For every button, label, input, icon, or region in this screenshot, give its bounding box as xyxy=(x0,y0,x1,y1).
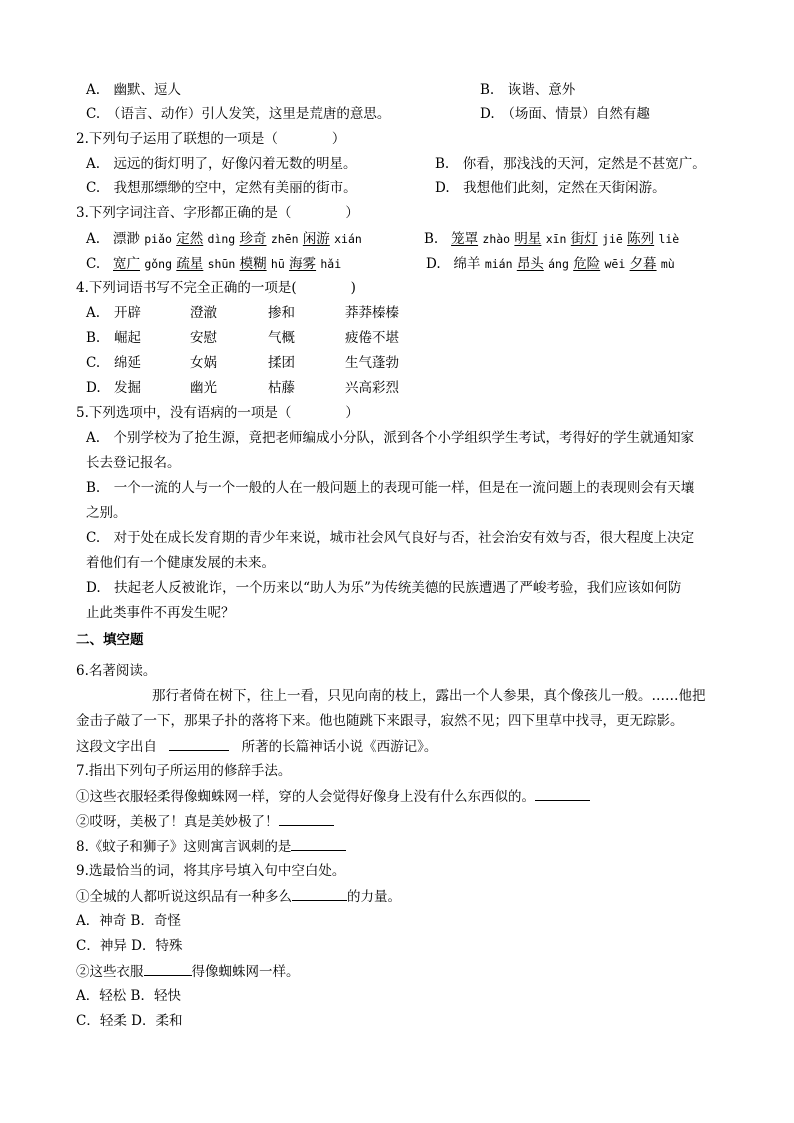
q9-sentence-1 xyxy=(76,886,401,906)
q6-author-blank[interactable] xyxy=(169,736,229,751)
q7-sentence-2-blank[interactable] xyxy=(279,811,334,826)
q9-s2-options-cd: C．轻柔 D．柔和 xyxy=(76,1013,183,1029)
q3-b-word-2: 明星 xyxy=(514,231,542,247)
q4-row-c-word-2: 女娲 xyxy=(190,355,217,371)
q3-a-label: A. xyxy=(86,231,101,247)
q3-option-b xyxy=(424,229,679,249)
q2-stem: 2.下列句子运用了联想的一项是（ ） xyxy=(76,131,346,147)
q8-line xyxy=(76,836,346,856)
q9-stem: 9.选最恰当的词，将其序号填入句中空白处。 xyxy=(76,863,346,879)
q1-option-d: D. （场面、情景）自然有趣 xyxy=(480,106,650,122)
q4-row-a-word-3: 掺和 xyxy=(268,305,295,321)
q2-option-b: B. 你看，那浅浅的天河，定然是不甚宽广。 xyxy=(435,156,706,172)
q4-row-c-label: C. xyxy=(86,355,101,371)
q4-row-b-word-4: 疲倦不堪 xyxy=(345,330,399,346)
q3-c-word-1: 宽广 xyxy=(113,256,141,272)
q3-d-label: D. xyxy=(426,256,441,272)
q3-d-pinyin-1: mián xyxy=(484,257,513,271)
q3-option-c xyxy=(86,254,341,274)
q6-passage-line-1: 那行者倚在树下，往上一看，只见向南的枝上，露出一个人参果，真个像孩儿一般。……他把 xyxy=(152,688,706,704)
q5-option-a-line-2: 长去登记报名。 xyxy=(86,455,181,471)
q7-sentence-2 xyxy=(76,811,334,831)
q9-s2-options-ab: A．轻松 B．轻快 xyxy=(76,988,181,1004)
q9-s1-options-ab: A．神奇 B．奇怪 xyxy=(76,913,181,929)
q5-option-c-line-1: C. 对于处在成长发育期的青少年来说，城市社会风气良好与否，社会治安有效与否，很大程度上决定 xyxy=(86,530,695,546)
q5-option-b-line-1: B. 一个一流的人与一个一般的人在一般问题上的表现可能一样，但是在一流问题上的表现则会有天壤 xyxy=(86,480,695,496)
q3-b-pinyin-2: xīn xyxy=(545,232,567,246)
q9-sentence-1-blank[interactable] xyxy=(292,886,347,901)
q3-b-label: B. xyxy=(424,231,439,247)
q2-option-d: D. 我想他们此刻，定然在天街闲游。 xyxy=(435,180,666,196)
q4-row-b-word-2: 安慰 xyxy=(190,330,217,346)
q3-d-word-3: 危险 xyxy=(573,256,601,272)
q7-sentence-1-blank[interactable] xyxy=(535,786,590,801)
q3-c-pinyin-4: hǎi xyxy=(320,257,342,271)
q1-option-b: B. 诙谐、意外 xyxy=(480,82,576,98)
q8-blank[interactable] xyxy=(291,836,346,851)
q9-sentence-1-prefix: ①全城的人都听说这织品有一种多么 xyxy=(76,889,292,905)
q3-a-pinyin-1: piǎo xyxy=(144,232,172,246)
q4-row-d-word-3: 枯藤 xyxy=(268,380,295,396)
q9-sentence-2-blank[interactable] xyxy=(144,961,192,976)
q3-a-pinyin-3: zhēn xyxy=(270,232,299,246)
q3-b-pinyin-3: jiē xyxy=(602,232,623,246)
q6-stem: 6.名著阅读。 xyxy=(76,663,157,679)
q3-c-label: C. xyxy=(86,256,101,272)
q3-b-pinyin-1: zhào xyxy=(482,232,511,246)
q3-a-pinyin-2: dìng xyxy=(207,232,236,246)
q3-option-a xyxy=(86,229,362,249)
q1-option-a: A. 幽默、逗人 xyxy=(86,82,182,98)
q3-a-word-3: 珍奇 xyxy=(239,231,267,247)
q4-stem: 4.下列词语书写不完全正确的一项是( ) xyxy=(76,280,356,296)
q3-a-pinyin-4: xián xyxy=(334,232,362,246)
q3-c-pinyin-3: hū xyxy=(270,257,285,271)
q6-answer-suffix: 所著的长篇神话小说《西游记》。 xyxy=(241,739,438,755)
q9-sentence-2 xyxy=(76,961,300,981)
q6-answer-prefix: 这段文字出自 xyxy=(76,739,157,755)
q5-stem: 5.下列选项中，没有语病的一项是（ ） xyxy=(76,405,359,421)
q4-row-a-word-1: 开辟 xyxy=(114,305,141,321)
q3-d-word-2: 昂头 xyxy=(516,256,544,272)
q7-sentence-1-text: ①这些衣服轻柔得像蜘蛛网一样，穿的人会觉得好像身上没有什么东西似的。 xyxy=(76,789,535,805)
q5-option-c-line-2: 着他们有一个健康发展的未来。 xyxy=(86,555,275,571)
q9-sentence-1-suffix: 的力量。 xyxy=(347,889,401,905)
q6-answer-line xyxy=(76,736,437,756)
q3-d-pinyin-3: wēi xyxy=(604,257,626,271)
q3-b-word-4: 陈列 xyxy=(627,231,655,247)
q3-d-word-4: 夕暮 xyxy=(629,256,657,272)
q3-a-word-4: 闲游 xyxy=(302,231,330,247)
q3-a-word-2: 定然 xyxy=(176,231,204,247)
q7-sentence-2-text: ②哎呀，美极了！真是美妙极了！ xyxy=(76,814,279,830)
q4-row-c-word-1: 绵延 xyxy=(114,355,141,371)
q4-row-a-word-4: 莽莽榛榛 xyxy=(345,305,399,321)
q4-row-b-word-1: 崛起 xyxy=(114,330,141,346)
q3-stem: 3.下列字词注音、字形都正确的是（ ） xyxy=(76,205,359,221)
q4-row-d-word-2: 幽光 xyxy=(190,380,217,396)
q3-b-word-3: 街灯 xyxy=(570,231,598,247)
q4-row-d-label: D. xyxy=(86,380,101,396)
q9-sentence-2-suffix: 得像蜘蛛网一样。 xyxy=(191,964,300,980)
q8-stem: 8.《蚊子和狮子》这则寓言讽刺的是 xyxy=(76,839,292,855)
q4-row-d-word-1: 发掘 xyxy=(114,380,141,396)
q2-option-a: A. 远远的街灯明了，好像闪着无数的明星。 xyxy=(86,156,357,172)
q7-stem: 7.指出下列句子所运用的修辞手法。 xyxy=(76,763,292,779)
q5-option-b-line-2: 之别。 xyxy=(86,505,127,521)
q3-b-word-1: 笼罩 xyxy=(451,231,479,247)
q3-c-word-4: 海雾 xyxy=(289,256,317,272)
q4-row-c-word-3: 揉团 xyxy=(268,355,295,371)
q4-row-a-word-2: 澄澈 xyxy=(190,305,217,321)
q3-d-pinyin-2: áng xyxy=(548,257,569,271)
q3-c-pinyin-1: gǒng xyxy=(144,257,173,271)
q3-c-word-3: 模糊 xyxy=(239,256,267,272)
q4-row-b-word-3: 气概 xyxy=(268,330,295,346)
q4-row-b-label: B. xyxy=(86,330,101,346)
q5-option-d-line-1: D. 扶起老人反被讹诈，一个历来以“助人为乐”为传统美德的民族遭遇了严峻考验，我们应该如何防 xyxy=(86,580,682,596)
q3-c-word-2: 疏星 xyxy=(176,256,204,272)
q9-sentence-2-prefix: ②这些衣服 xyxy=(76,964,144,980)
q3-c-pinyin-2: shūn xyxy=(207,257,236,271)
q6-passage-line-2: 金击子敲了一下，那果子扑的落将下来。他也随跳下来跟寻，寂然不见；四下里草中找寻，更无踪影。 xyxy=(76,713,684,729)
q3-b-pinyin-4: liè xyxy=(658,232,680,246)
q4-row-c-word-4: 生气蓬勃 xyxy=(345,355,399,371)
q4-row-d-word-4: 兴高彩烈 xyxy=(345,380,399,396)
q2-option-c: C. 我想那缥缈的空中，定然有美丽的街市。 xyxy=(86,180,357,196)
q3-option-d xyxy=(426,254,675,274)
q3-d-pinyin-4: mù xyxy=(660,257,675,271)
q5-option-a-line-1: A. 个别学校为了抢生源，竟把老师编成小分队，派到各个小学组织学生考试，考得好的学生就通知家 xyxy=(86,430,695,446)
q5-option-d-line-2: 止此类事件不再发生呢？ xyxy=(86,605,235,621)
section-title-fill-in: 二、填空题 xyxy=(76,632,144,648)
q7-sentence-1 xyxy=(76,786,590,806)
q1-option-c: C. （语言、动作）引人发笑，这里是荒唐的意思。 xyxy=(86,106,391,122)
q4-row-a-label: A. xyxy=(86,305,101,321)
q9-s1-options-cd: C．神异 D．特殊 xyxy=(76,938,183,954)
q3-a-word-1: 漂渺 xyxy=(112,231,140,247)
q3-d-word-1: 绵羊 xyxy=(453,256,481,272)
